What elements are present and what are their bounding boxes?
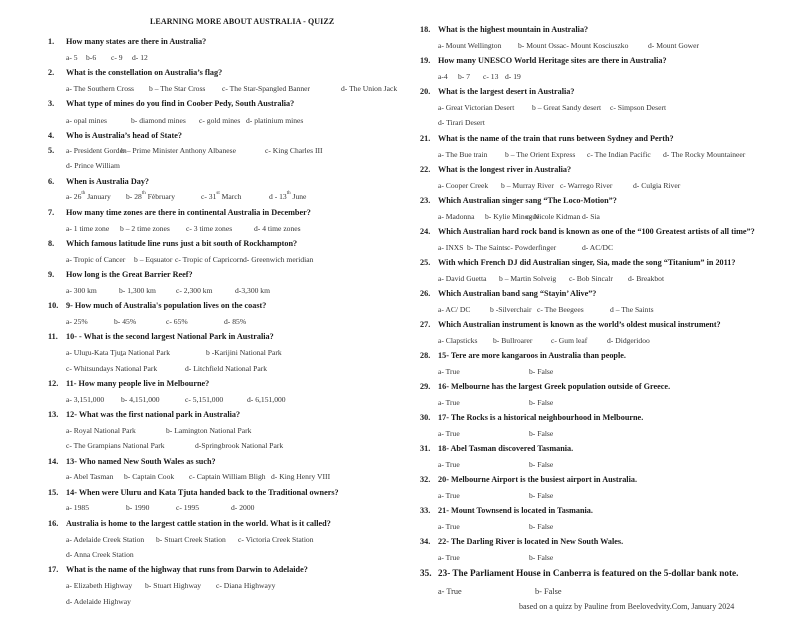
question-number: 5. [48, 146, 55, 155]
answer-option[interactable]: d- Greenwich meridian [243, 255, 314, 264]
question-number: 8. [48, 239, 55, 248]
question-text: 11- How many people live in Melbourne? [66, 379, 210, 388]
answer-option[interactable]: d - 13th June [269, 191, 307, 201]
answer-option[interactable]: a- 25% [66, 317, 88, 326]
question-number: 27. [420, 320, 431, 329]
answer-option[interactable]: b -Karijini National Park [206, 348, 282, 357]
answer-option[interactable]: b- Kylie Minogue [485, 212, 540, 221]
answer-option[interactable]: a- President Gorden [66, 146, 127, 155]
answer-option[interactable]: d- 2000 [231, 503, 255, 512]
answer-option[interactable]: a- True [438, 491, 460, 500]
question-text: 14- When were Uluru and Kata Tjuta handed back to the Traditional owners? [66, 488, 339, 497]
answer-option[interactable]: b- Bullroarer [493, 336, 533, 345]
question-text: Who is Australia’s head of State? [66, 131, 182, 140]
question-number: 15. [48, 488, 59, 497]
question-text: How many states are there in Australia? [66, 37, 207, 46]
question-text: 23- The Parliament House in Canberra is featured on the 5-dollar bank note. [438, 568, 739, 578]
answer-option[interactable]: b – Great Sandy desert [532, 103, 602, 112]
answer-option[interactable]: a- True [438, 367, 460, 376]
question-number: 29. [420, 382, 431, 391]
answer-option[interactable]: a-4 [438, 72, 448, 81]
question-number: 22. [420, 165, 431, 174]
question-text: What is the name of the train that runs between Sydney and Perth? [438, 134, 674, 143]
answer-option[interactable]: b- False [529, 429, 554, 438]
question-number: 30. [420, 413, 431, 422]
answer-option[interactable]: d-3,300 km [235, 286, 271, 295]
answer-option[interactable]: d- Didgeridoo [607, 336, 650, 345]
answer-option[interactable]: b- Captain Cook [124, 472, 175, 481]
answer-option[interactable]: a- opal mines [66, 116, 107, 125]
answer-option[interactable]: b – The Star Cross [149, 84, 206, 93]
question-text: 13- Who named New South Wales as such? [66, 457, 216, 466]
question-text: How many time zones are there in continental Australia in December? [66, 208, 311, 217]
answer-option[interactable]: a- 300 km [66, 286, 97, 295]
answer-option[interactable]: d- The Rocky Mountaineer [663, 150, 746, 159]
answer-option[interactable]: b- 45% [114, 317, 137, 326]
answer-option[interactable]: a- The Southern Cross [66, 84, 134, 93]
question-text: Which famous latitude line runs just a bit south of Rockhampton? [66, 239, 298, 248]
answer-option[interactable]: c- 5,151,000 [185, 395, 224, 404]
answer-option[interactable]: b-6 [86, 53, 97, 62]
answer-option[interactable]: a- 1 time zone [66, 224, 110, 233]
answer-option[interactable]: c- Warrego River [560, 181, 613, 190]
question-number: 7. [48, 208, 55, 217]
answer-option[interactable]: b – Murray River [501, 181, 554, 190]
answer-option[interactable]: a- 3,151,000 [66, 395, 105, 404]
answer-option[interactable]: b- Mount Ossa [518, 41, 564, 50]
answer-option[interactable]: d- Litchfield National Park [185, 364, 268, 373]
answer-option[interactable]: d- The Union Jack [341, 84, 398, 93]
answer-option[interactable]: c- 3 time zones [186, 224, 233, 233]
question-number: 10. [48, 301, 59, 310]
answer-option[interactable]: c- 13 [483, 72, 499, 81]
question-text: Which Australian singer sang “The Loco-Motion”? [438, 196, 617, 205]
answer-option[interactable]: c- 1995 [176, 503, 199, 512]
answer-option[interactable]: a- True [438, 522, 460, 531]
answer-option[interactable]: c- Victoria Creek Station [238, 535, 314, 544]
question-number: 17. [48, 565, 59, 574]
question-text: 9- How much of Australia's population lives on the coast? [66, 301, 267, 310]
question-text: Which Australian hard rock band is known as one of the “100 Greatest artists of all time”? [438, 227, 755, 236]
answer-option[interactable]: b- False [535, 587, 562, 596]
question-text: 12- What was the first national park in Australia? [66, 410, 241, 419]
question-text: When is Australia Day? [66, 177, 150, 186]
question-number: 26. [420, 289, 431, 298]
answer-option[interactable]: b – The Orient Express [505, 150, 576, 159]
question-text: 17- The Rocks is a historical neighbourhood in Melbourne. [438, 413, 644, 422]
question-number: 12. [48, 379, 59, 388]
answer-option[interactable]: b- 4,151,000 [121, 395, 160, 404]
question-number: 9. [48, 270, 55, 279]
answer-option[interactable]: c- King Charles III [265, 146, 323, 155]
question-number: 35. [420, 568, 432, 578]
quiz-title: LEARNING MORE ABOUT AUSTRALIA - QUIZZ [150, 17, 335, 26]
question-text: What is the highest mountain in Australia? [438, 25, 589, 34]
answer-option[interactable]: b – Prime Minister Anthony Albanese [121, 146, 236, 155]
question-text: How many UNESCO World Heritage sites are there in Australia? [438, 56, 667, 65]
answer-option[interactable]: a- Mount Wellington [438, 41, 502, 50]
answer-option[interactable]: b – Martin Solveig [499, 274, 557, 283]
question-number: 16. [48, 519, 59, 528]
answer-option[interactable]: a- INXS [438, 243, 464, 252]
answer-option[interactable]: a- David Guetta [438, 274, 487, 283]
question-text: 18- Abel Tasman discovered Tasmania. [438, 444, 574, 453]
question-text: 22- The Darling River is located in New South Wales. [438, 537, 624, 546]
answer-option[interactable]: a- Tropic of Cancer [66, 255, 126, 264]
answer-option[interactable]: b- Stuart Creek Station [156, 535, 226, 544]
answer-option[interactable]: c- 9 [111, 53, 123, 62]
answer-option[interactable]: b- False [529, 460, 554, 469]
answer-option[interactable]: c- Captain William Bligh [189, 472, 266, 481]
answer-option[interactable]: a- The Bue train [438, 150, 488, 159]
question-text: Australia is home to the largest cattle station in the world. What is it called? [66, 519, 331, 528]
answer-option[interactable]: a- True [438, 429, 460, 438]
question-number: 1. [48, 37, 55, 46]
answer-option[interactable]: b- 1,300 km [119, 286, 156, 295]
question-text: 16- Melbourne has the largest Greek population outside of Greece. [438, 382, 671, 391]
answer-option[interactable]: b- 1990 [126, 503, 150, 512]
answer-option[interactable]: c- gold mines [199, 116, 241, 125]
answer-option[interactable]: c- The Star-Spangled Banner [222, 84, 311, 93]
answer-option[interactable]: a- Great Victorian Desert [438, 103, 515, 112]
question-number: 20. [420, 87, 431, 96]
answer-option[interactable]: b- 28th Fèbruary [126, 191, 176, 201]
answer-option[interactable]: a- 26th January [66, 191, 111, 201]
question-number: 19. [420, 56, 431, 65]
question-number: 11. [48, 332, 58, 341]
answer-option[interactable]: b- 7 [458, 72, 471, 81]
answer-option[interactable]: c- Gum leaf [551, 336, 588, 345]
question-number: 34. [420, 537, 431, 546]
answer-option[interactable]: d- Prince William [66, 161, 120, 170]
answer-option[interactable]: c- Whitsundays National Park [66, 364, 158, 373]
question-number: 14. [48, 457, 59, 466]
question-text: 15- Tere are more kangaroos in Australia than people. [438, 351, 626, 360]
answer-option[interactable]: b – Eqsuator [134, 255, 173, 264]
answer-option[interactable]: d – The Saints [610, 305, 654, 314]
answer-option[interactable]: d- 85% [224, 317, 247, 326]
answer-option[interactable]: d- Sia [582, 212, 600, 221]
answer-option[interactable]: a- True [438, 460, 460, 469]
question-text: 10- - What is the second largest National Park in Australia? [66, 332, 274, 341]
question-text: What is the largest desert in Australia? [438, 87, 575, 96]
question-number: 32. [420, 475, 431, 484]
answer-option[interactable]: b- False [529, 553, 554, 562]
answer-option[interactable]: d- Anna Creek Station [66, 550, 134, 559]
answer-option[interactable]: b- False [529, 367, 554, 376]
answer-option[interactable]: a- 5 [66, 53, 78, 62]
question-number: 33. [420, 506, 431, 515]
answer-option[interactable]: a- 1985 [66, 503, 89, 512]
answer-option[interactable]: d- King Henry VIII [271, 472, 331, 481]
question-text: Which Australian instrument is known as the world’s oldest musical instrument? [438, 320, 721, 329]
credit-line: based on a quizz by Pauline from Beelovedvity.Com, January 2024 [519, 602, 735, 611]
answer-option[interactable]: c- 31st March [201, 191, 242, 201]
answer-option[interactable]: a- Cooper Creek [438, 181, 489, 190]
question-text: What type of mines do you find in Coober Pedy, South Australia? [66, 99, 295, 108]
answer-option[interactable]: b- False [529, 522, 554, 531]
answer-option[interactable]: d- 19 [505, 72, 521, 81]
answer-option[interactable]: b- False [529, 398, 554, 407]
answer-option[interactable]: a- Madonna [438, 212, 475, 221]
answer-option[interactable]: c- The Indian Pacific [587, 150, 651, 159]
answer-option[interactable]: a- Adelaide Creek Station [66, 535, 145, 544]
answer-option[interactable]: a- True [438, 553, 460, 562]
question-number: 6. [48, 177, 55, 186]
question-number: 2. [48, 68, 55, 77]
question-text: What is the longest river in Australia? [438, 165, 572, 174]
answer-option[interactable]: c- Nicole Kidman [526, 212, 581, 221]
answer-option[interactable]: c- The Grampians National Park [66, 441, 165, 450]
answer-option[interactable]: a- True [438, 398, 460, 407]
answer-option[interactable]: d-Springbrook National Park [195, 441, 284, 450]
answer-option[interactable]: d- Breakbot [628, 274, 665, 283]
answer-option[interactable]: c- The Beegees [537, 305, 584, 314]
question-number: 4. [48, 131, 55, 140]
question-number: 23. [420, 196, 431, 205]
answer-option[interactable]: b -Silverchair [490, 305, 532, 314]
answer-option[interactable]: c- 2,300 km [176, 286, 213, 295]
question-number: 25. [420, 258, 431, 267]
question-number: 31. [420, 444, 431, 453]
answer-option[interactable]: d- 6,151,000 [247, 395, 286, 404]
answer-option[interactable]: d- Mount Gower [648, 41, 700, 50]
answer-option[interactable]: d- Adelaide Highway [66, 597, 131, 606]
answer-option[interactable]: c- Diana Highwayy [216, 581, 276, 590]
question-number: 13. [48, 410, 59, 419]
question-text: 21- Mount Townsend is located in Tasmania. [438, 506, 593, 515]
question-text: What is the name of the highway that runs from Darwin to Adelaide? [66, 565, 308, 574]
answer-option[interactable]: d- 12 [132, 53, 148, 62]
answer-option[interactable]: a- Abel Tasman [66, 472, 114, 481]
answer-option[interactable]: c- Bob Sincalr [569, 274, 613, 283]
question-text: Which Australian band sang “Stayin’ Alive”? [438, 289, 597, 298]
answer-option[interactable]: b- The Saints [467, 243, 508, 252]
question-number: 21. [420, 134, 431, 143]
answer-option[interactable]: c- Mount Kosciuszko [563, 41, 629, 50]
answer-option[interactable]: a- True [438, 587, 462, 596]
answer-option[interactable]: d- 4 time zones [254, 224, 301, 233]
question-text: 20- Melbourne Airport is the busiest airport in Australia. [438, 475, 637, 484]
question-number: 24. [420, 227, 431, 236]
answer-option[interactable]: c- Tropic of Capricorn [175, 255, 244, 264]
answer-option[interactable]: b – 2 time zones [120, 224, 170, 233]
answer-option[interactable]: b- diamond mines [131, 116, 186, 125]
answer-option[interactable]: b- False [529, 491, 554, 500]
answer-option[interactable]: b- Stuart Highway [145, 581, 202, 590]
answer-option[interactable]: c- Powderfinger [507, 243, 557, 252]
question-number: 28. [420, 351, 431, 360]
answer-option[interactable]: d- AC/DC [582, 243, 614, 252]
answer-option[interactable]: d- platinium mines [246, 116, 304, 125]
answer-option[interactable]: d- Culgia River [633, 181, 681, 190]
answer-option[interactable]: a- AC/ DC [438, 305, 471, 314]
question-text: How long is the Great Barrier Reef? [66, 270, 193, 279]
question-number: 3. [48, 99, 55, 108]
answer-option[interactable]: d- Tirari Desert [438, 118, 485, 127]
answer-option[interactable]: c- 65% [166, 317, 188, 326]
answer-option[interactable]: a- Uluṟu-Kata Tjuṯa National Park [66, 348, 171, 357]
answer-option[interactable]: b- Lamington National Park [166, 426, 252, 435]
answer-option[interactable]: a- Elizabeth Highway [66, 581, 133, 590]
question-number: 18. [420, 25, 431, 34]
answer-option[interactable]: c- Simpson Desert [610, 103, 667, 112]
question-text: What is the constellation on Australia’s flag? [66, 68, 223, 77]
answer-option[interactable]: a- Royal National Park [66, 426, 136, 435]
question-text: With which French DJ did Australian singer, Sia, made the song “Titanium” in 2011? [438, 258, 736, 267]
answer-option[interactable]: a- Clapsticks [438, 336, 478, 345]
